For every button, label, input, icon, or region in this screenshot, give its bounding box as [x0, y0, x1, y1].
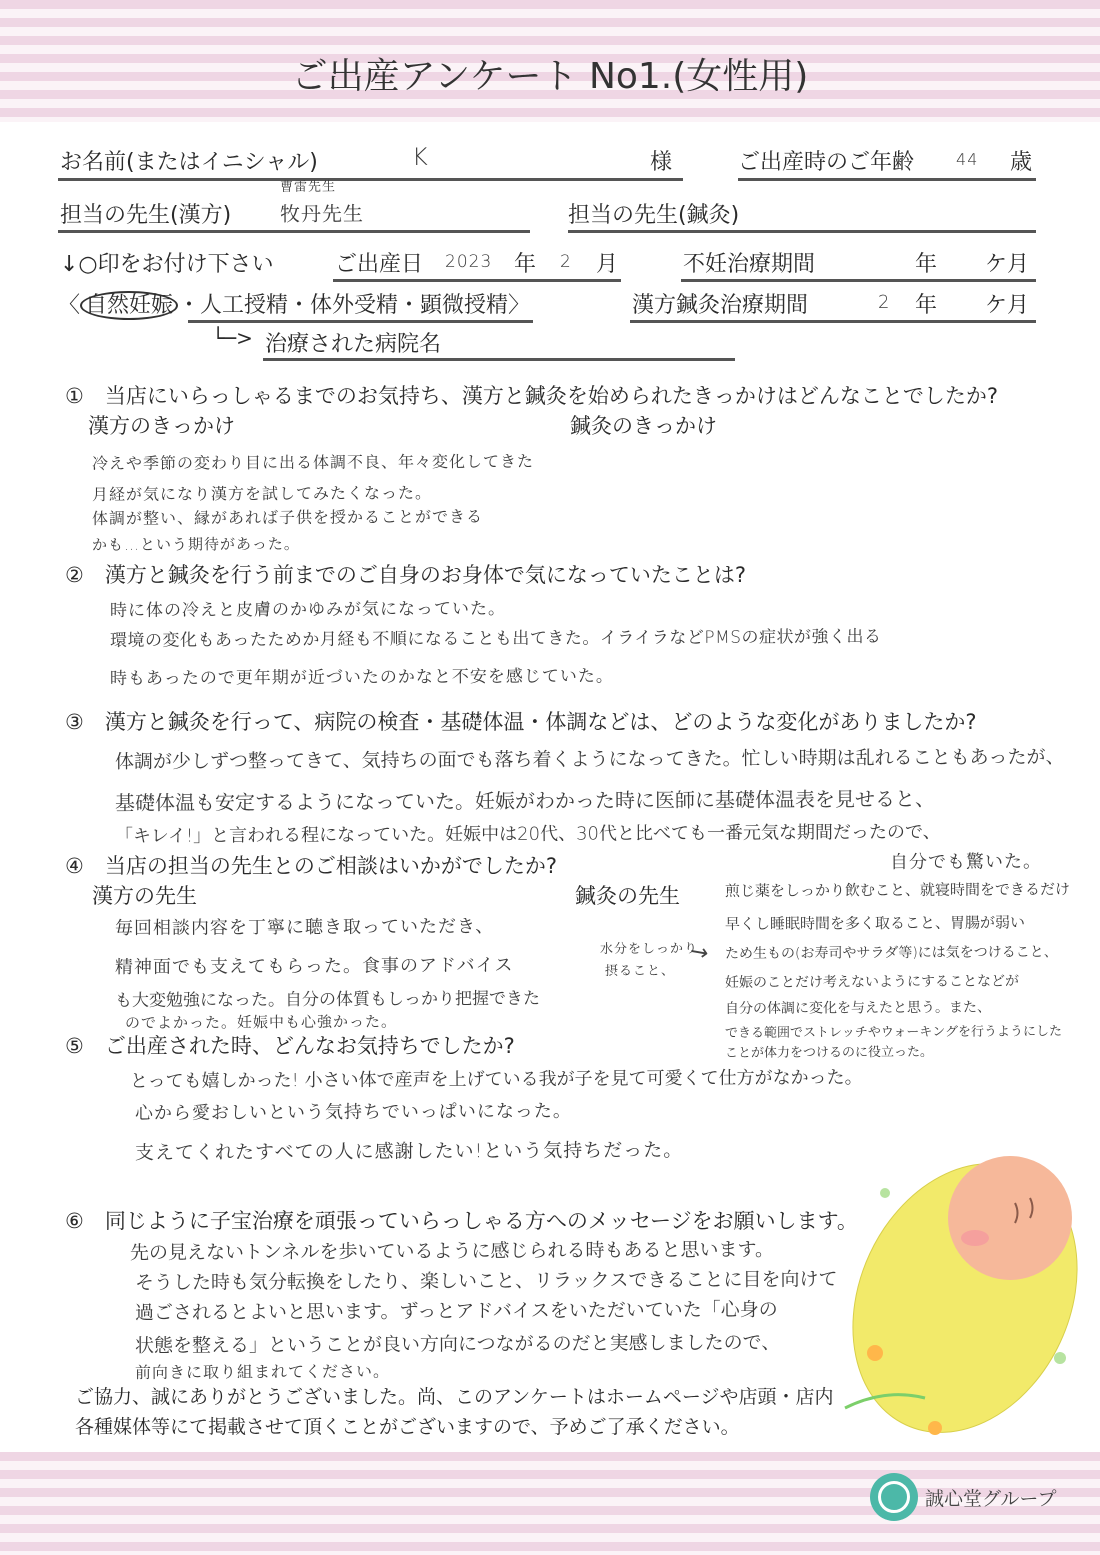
q6-answer-line: 前向きに取り組まれてください。	[134, 1361, 391, 1382]
kampo-teacher-value-2: 曹雷先生	[279, 179, 337, 195]
pregnancy-underline	[188, 320, 533, 323]
q4-side-note: 水分をしっかり	[599, 941, 699, 957]
q4-kampo-answer-line: 精神面でも支えてもらった。食事のアドバイス	[114, 954, 514, 978]
q2-text: ② 漢方と鍼灸を行う前までのご自身のお身体で気になっていたことは?	[65, 563, 746, 587]
birth-date-underline	[333, 279, 621, 282]
q1-answer-line: 月経が気になり漢方を試してみたくなった。	[91, 483, 433, 504]
q4-acu-answer-line: 早くし睡眠時間を多く取ること、胃腸が弱い	[724, 913, 1026, 933]
birth-year-unit: 年	[514, 252, 537, 277]
treatment-period-label: 漢方鍼灸治療期間	[632, 293, 809, 318]
pregnancy-selected[interactable]: 自然妊娠	[80, 291, 178, 320]
q5-text: ⑤ ご出産された時、どんなお気持ちでしたか?	[65, 1034, 515, 1058]
birth-date-label: ご出産日	[335, 252, 424, 277]
side-note-arrow-icon: ↘	[684, 936, 714, 969]
birth-year: 2023	[444, 251, 493, 272]
name-value: K	[411, 142, 429, 171]
q1-acu-label: 鍼灸のきっかけ	[570, 414, 717, 438]
birth-month: 2	[559, 251, 572, 272]
q5-answer-line: とっても嬉しかった! 小さい体で産声を上げている我が子を見て可愛くて仕方がなかった。	[129, 1067, 863, 1092]
treatment-year-unit: 年	[915, 293, 938, 318]
q2-answer-line: 時に体の冷えと皮膚のかゆみが気になっていた。	[109, 598, 507, 621]
circle-instruction: ↓○印をお付け下さい	[60, 252, 274, 277]
q2-answer-line: 環境の変化もあったためか月経も不順になることも出てきた。イライラなどPMSの症状が強く出る	[109, 626, 882, 651]
q4-acu-answer-line: できる範囲でストレッチやウォーキングを行うようにした	[724, 1024, 1063, 1041]
bracket-open: 〈	[58, 293, 81, 318]
hospital-label: 治療された病院名	[265, 332, 442, 357]
infertility-underline	[681, 279, 1036, 282]
q1-answer-line: かも…という期待があった。	[91, 534, 300, 554]
acu-teacher-label: 担当の先生(鍼灸)	[568, 203, 740, 228]
q4-kampo-answer-line: も大変勉強になった。自分の体質もしっかり把握できた	[114, 988, 541, 1011]
q6-answer-line: 先の見えないトンネルを歩いているように感じられる時もあると思います。	[129, 1238, 774, 1264]
q6-answer-line: 状態を整える」ということが良い方向につながるのだと実感しましたので、	[134, 1331, 781, 1357]
q4-acu-answer-line: 煎じ薬をしっかり飲むこと、就寝時間をできるだけ	[724, 880, 1071, 900]
q3-answer-line: 体調が少しずつ整ってきて、気持ちの面でも落ち着くようになってきた。忙しい時期は乱れることもあったが、	[114, 746, 1065, 773]
q3-answer-line: 基礎体温も安定するようになっていた。妊娠がわかった時に医師に基礎体温表を見せると、	[114, 786, 936, 815]
q5-answer-line: 心から愛おしいという気持ちでいっぱいになった。	[134, 1100, 572, 1124]
q5-answer-line: 支えてくれたすべての人に感謝したい!という気持ちだった。	[134, 1139, 684, 1164]
acu-teacher-underline	[568, 230, 1036, 233]
closing-line: ご協力、誠にありがとうございました。尚、このアンケートはホームページや店頭・店内	[75, 1386, 834, 1408]
baby-face-shape	[948, 1156, 1072, 1280]
q4-acu-answer-line: 妊娠のことだけ考えないようにすることなどが	[724, 973, 1020, 991]
hospital-arrow-icon: └─>	[212, 326, 253, 350]
brand-name: 誠心堂グループ	[925, 1488, 1057, 1510]
birth-month-unit: 月	[596, 252, 619, 277]
q4-acu-answer-line: ことが体力をつけるのに役立った。	[724, 1044, 934, 1061]
age-value: 44	[955, 149, 979, 169]
page-title: ご出産アンケート No1.(女性用)	[291, 56, 809, 97]
q4-kampo-label: 漢方の先生	[92, 884, 197, 908]
age-label: ご出産時のご年齢	[738, 150, 915, 175]
age-underline	[738, 178, 1036, 181]
q2-answer-line: 時もあったので更年期が近づいたのかなと不安を感じていた。	[109, 666, 614, 689]
q4-acu-answer-line: ため生もの(お寿司やサラダ等)には気をつけること、	[724, 944, 1058, 962]
q4-side-note: 摂ること、	[604, 963, 676, 979]
pregnancy-type-options[interactable]	[58, 288, 530, 319]
q4-text: ④ 当店の担当の先生とのご相談はいかがでしたか?	[65, 854, 557, 878]
q1-answer-line: 体調が整い、縁があれば子供を授かることができる	[91, 506, 484, 528]
infertility-period-label: 不妊治療期間	[683, 252, 816, 277]
sama-label: 様	[650, 150, 673, 175]
infertility-month-unit: ケ月	[985, 252, 1030, 277]
treatment-month-unit: ケ月	[985, 293, 1030, 318]
q6-text: ⑥ 同じように子宝治療を頑張っていらっしゃる方へのメッセージをお願いします。	[65, 1209, 858, 1233]
treatment-underline	[630, 320, 1036, 323]
q4-kampo-answer-line: 毎回相談内容を丁寧に聴き取っていただき、	[114, 916, 495, 939]
kampo-teacher-underline	[58, 230, 530, 233]
closing-line: 各種媒体等にて掲載させて頂くことがございますので、予めご了承ください。	[75, 1416, 740, 1438]
q1-answer-line: 冷えや季節の変わり目に出る体調不良、年々変化してきた	[91, 451, 535, 473]
q3-answer-line: 「キレイ!」と言われる程になっていた。妊娠中は20代、30代と比べても一番元気な期間だったので、	[114, 821, 941, 847]
q6-answer-line: そうした時も気分転換をしたり、楽しいこと、リラックスできることに目を向けて	[134, 1268, 838, 1294]
q1-kampo-label: 漢方のきっかけ	[88, 414, 235, 438]
pregnancy-other-options: ・人工授精・体外受精・顕微授精〉	[178, 293, 531, 318]
q4-acu-answer-line: 自分の体調に変化を与えたと思う。また、	[724, 999, 992, 1017]
q4-kampo-answer-line: のでよかった。妊娠中も心強かった。	[124, 1012, 398, 1032]
q3-answer-line: 自分でも驚いた。	[889, 851, 1043, 873]
q6-answer-line: 過ごされるとよいと思います。ずっとアドバイスをいただいていた「心身の	[134, 1298, 778, 1324]
kampo-teacher-label: 担当の先生(漢方)	[60, 203, 232, 228]
q1-text: ① 当店にいらっしゃるまでのお気持ち、漢方と鍼灸を始められたきっかけはどんなことでしたか?	[65, 384, 998, 408]
q3-text: ③ 漢方と鍼灸を行って、病院の検査・基礎体温・体調などは、どのような変化がありましたか?	[65, 710, 977, 734]
q4-acu-label: 鍼灸の先生	[575, 884, 680, 908]
infertility-year-unit: 年	[915, 252, 938, 277]
age-unit: 歳	[1010, 150, 1033, 175]
brand-logo-icon	[870, 1473, 918, 1521]
name-label: お名前(またはイニシャル)	[60, 150, 318, 175]
kampo-teacher-value: 牧丹先生	[279, 201, 365, 226]
hospital-underline	[263, 358, 735, 361]
baby-illustration	[815, 1148, 1095, 1448]
treatment-years: 2	[877, 291, 891, 313]
name-underline	[58, 178, 683, 181]
